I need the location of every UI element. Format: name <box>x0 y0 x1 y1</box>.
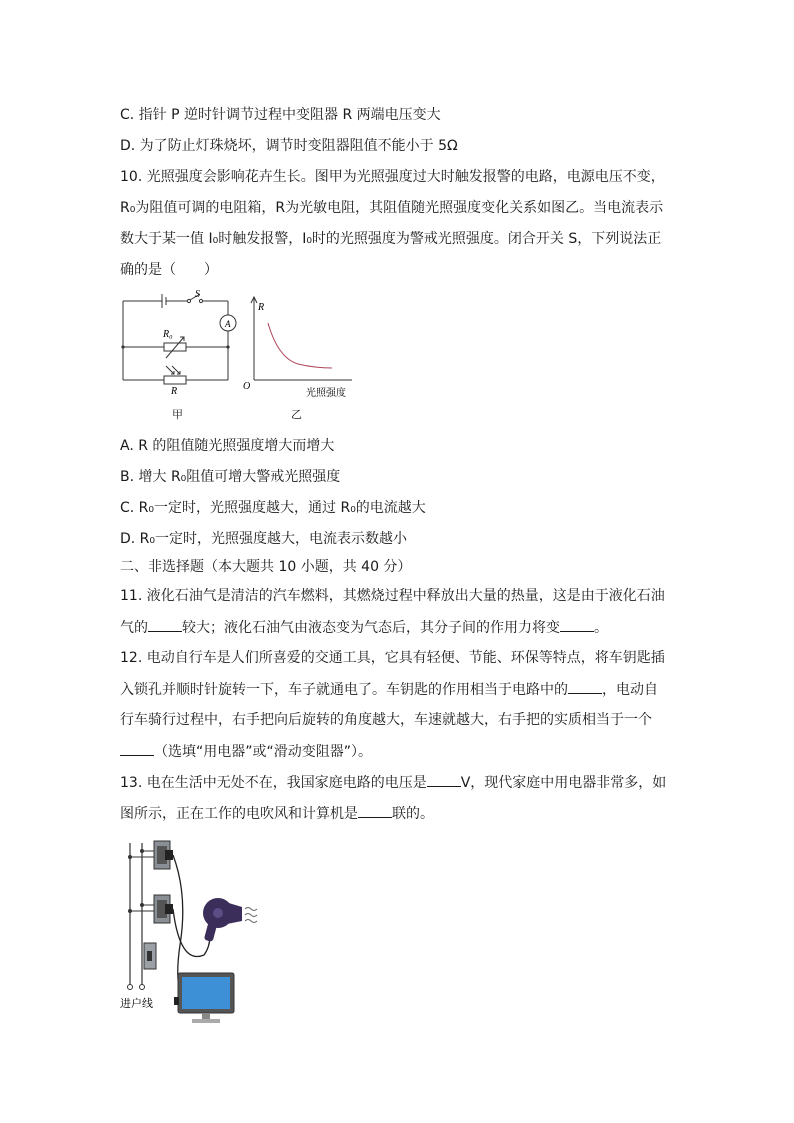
q13-text-a: 13. 电在生活中无处不在，我国家庭电路的电压是 <box>120 775 427 791</box>
q10-stem-line-3: 数大于某一值 I₀时触发报警，I₀时的光照强度为警戒光照强度。闭合开关 S，下列说法正 <box>120 231 662 247</box>
q10-option-a: A. R 的阻值随光照强度增大而增大 <box>120 438 335 454</box>
q13-blank-1[interactable] <box>427 772 461 787</box>
q9-option-c: C. 指针 P 逆时针调节过程中变阻器 R 两端电压变大 <box>120 107 441 123</box>
computer-monitor-icon <box>174 973 234 1023</box>
q11-blank-1[interactable] <box>148 617 182 632</box>
incoming-line-label: 进户线 <box>120 998 153 1010</box>
hair-dryer-icon <box>203 898 257 942</box>
q13-text-c: 图所示，正在工作的电吹风和计算机是 <box>120 806 358 822</box>
q12-line-2 <box>120 679 658 700</box>
r0-label: R₀ <box>163 329 173 340</box>
wall-socket-2 <box>128 895 173 923</box>
q10-stem-line-4: 确的是（ ） <box>120 262 218 278</box>
q12-line-3: 行车骑行过程中，右手把向后旋转的角度越大，车速就越大，右手把的实质相当于一个 <box>120 712 652 728</box>
figure-caption-jia: 甲 <box>172 408 183 421</box>
q13-blank-2[interactable] <box>358 803 392 818</box>
q13-text-d: 联的。 <box>392 806 434 822</box>
r-label: R <box>171 386 178 397</box>
x-axis-label: 光照强度 <box>306 388 346 399</box>
q12-blank-1[interactable] <box>568 679 602 694</box>
q10-stem-line-2: R₀为阻值可调的电阻箱，R为光敏电阻，其阻值随光照强度变化关系如图乙。当电流表示 <box>120 200 664 216</box>
q10-stem-line-1: 10. 光照强度会影响花卉生长。图甲为光照强度过大时触发报警的电路，电源电压不变， <box>120 169 665 185</box>
q12-text-c: （选填“用电器”或“滑动变阻器”）。 <box>154 744 373 760</box>
circuit-diagram-jia <box>118 288 243 397</box>
q11-line-2 <box>120 617 608 638</box>
q12-text-a: 入锁孔并顺时针旋转一下，车子就通电了。车钥匙的作用相当于电路中的 <box>120 682 568 698</box>
q11-blank-2[interactable] <box>560 617 594 632</box>
origin-label: O <box>243 381 251 392</box>
r-curve <box>268 323 332 368</box>
wall-switch <box>144 943 156 969</box>
ammeter-label: A <box>225 319 231 329</box>
q12-line-4 <box>120 741 372 762</box>
q13-text-b: V，现代家庭中用电器非常多，如 <box>460 775 667 791</box>
r-photoresistor <box>164 376 186 384</box>
q9-option-d: D. 为了防止灯珠烧坏，调节时变阻器阻值不能小于 5Ω <box>120 138 458 154</box>
q11-text-a: 气的 <box>120 620 148 636</box>
q11-text-c: 。 <box>594 620 608 636</box>
q13-line-2 <box>120 803 434 824</box>
q10-option-c: C. R₀一定时，光照强度越大，通过 R₀的电流越大 <box>120 500 426 516</box>
q12-blank-2[interactable] <box>120 741 154 756</box>
wall-socket-1 <box>128 841 173 869</box>
q11-text-b: 较大；液化石油气由液态变为气态后，其分子间的作用力将变 <box>182 620 560 636</box>
figure-caption-yi: 乙 <box>291 408 302 421</box>
section-heading: 二、非选择题（本大题共 10 小题，共 40 分） <box>120 559 412 575</box>
household-circuit-illustration <box>118 835 268 1030</box>
q10-option-b: B. 增大 R₀阻值可增大警戒光照强度 <box>120 469 341 485</box>
switch-label: S <box>195 289 200 300</box>
q12-line-1: 12. 电动自行车是人们所喜爱的交通工具，它具有轻便、节能、环保等特点，将车钥匙插 <box>120 650 665 666</box>
q10-option-d: D. R₀一定时，光照强度越大，电流表示数越小 <box>120 531 408 547</box>
graph-yi <box>240 292 362 404</box>
q13-line-1 <box>120 772 666 793</box>
q11-line-1: 11. 液化石油气是清洁的汽车燃料，其燃烧过程中释放出大量的热量，这是由于液化石油 <box>120 588 665 604</box>
q12-text-b: ，电动自 <box>602 682 658 698</box>
y-axis-label: R <box>258 302 265 313</box>
